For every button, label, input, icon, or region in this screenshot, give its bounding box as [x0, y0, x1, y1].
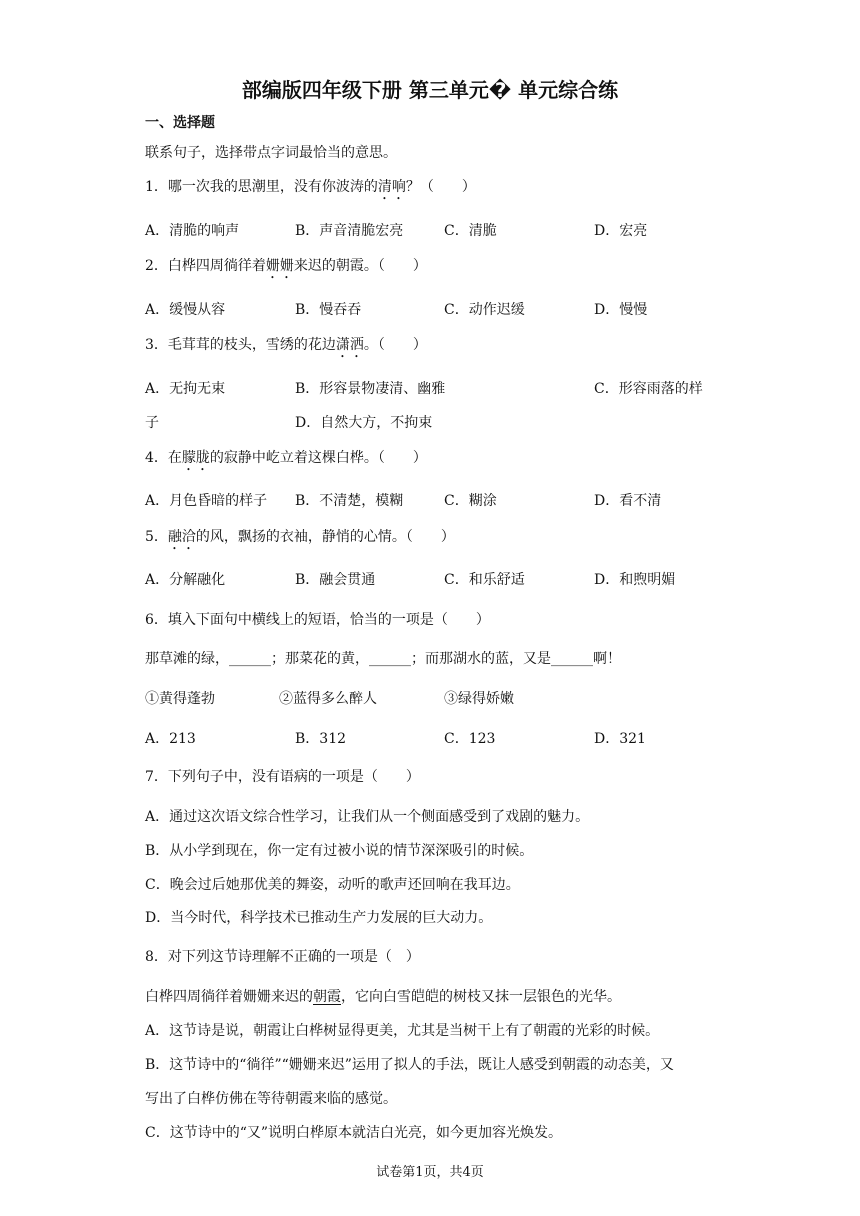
question-text: 5． [145, 529, 168, 545]
question-text-end: 的风，飘扬的衣袖，静悄的心情。（ ） [195, 529, 455, 545]
question-text: 1．哪一次我的思潮里，没有你波涛的 [145, 179, 378, 195]
q1-option-d[interactable]: D．宏亮 [594, 223, 648, 239]
instruction-text: 联系句子，选择带点字词最恰当的意思。 [145, 145, 397, 161]
q6-phrase-1: ①黄得蓬勃 [145, 691, 215, 707]
q1-option-c[interactable]: C．清脆 [444, 223, 497, 239]
q3-option-a[interactable]: A．无拘无束 [145, 381, 226, 397]
q4-option-b[interactable]: B．不清楚，模糊 [295, 493, 404, 509]
dotted-word: 融洽 [167, 529, 196, 545]
question-text-end: 来迟的朝霞。（ ） [293, 258, 427, 274]
q3-option-c[interactable]: C．形容雨落的样 [594, 381, 703, 397]
q7-option-b[interactable]: B．从小学到现在，你一定有过被小说的情节深深吸引的时候。 [145, 843, 534, 859]
q1-option-b[interactable]: B．声音清脆宏亮 [295, 223, 404, 239]
question-6: 6．填入下面句中横线上的短语，恰当的一项是（ ） [145, 612, 490, 628]
question-text-end: ？（ ） [405, 179, 476, 195]
q6-option-b[interactable]: B．312 [295, 731, 347, 747]
q2-option-a[interactable]: A．缓慢从容 [145, 302, 226, 318]
q7-option-d[interactable]: D．当今时代，科学技术已推动生产力发展的巨大动力。 [145, 910, 493, 926]
underlined-word: 朝霞 [313, 989, 341, 1005]
q5-option-c[interactable]: C．和乐舒适 [444, 572, 525, 588]
q8-poem [145, 986, 621, 1006]
q7-option-c[interactable]: C．晚会过后她那优美的舞姿，动听的歌声还回响在我耳边。 [145, 877, 520, 893]
q2-option-b[interactable]: B．慢吞吞 [295, 302, 362, 318]
question-1 [145, 176, 476, 203]
q3-option-c-wrap: 子 [145, 415, 159, 431]
section-heading: 一、选择题 [145, 115, 215, 131]
question-text-end: 的寂静中屹立着这棵白桦。（ ） [209, 450, 427, 466]
q8-option-c[interactable]: C．这节诗中的“又”说明白桦原本就洁白光亮，如今更加容光焕发。 [145, 1125, 563, 1141]
question-2 [145, 255, 427, 282]
question-3 [145, 334, 427, 361]
page-footer: 试卷第1页，共4页 [376, 1165, 484, 1180]
q2-option-d[interactable]: D．慢慢 [594, 302, 648, 318]
q4-option-d[interactable]: D．看不清 [594, 493, 662, 509]
dotted-word: 朦胧 [181, 450, 210, 466]
question-5 [145, 526, 455, 553]
q6-phrase-3: ③绿得娇嫩 [444, 691, 514, 707]
poem-text: 白桦四周徜徉着姗姗来迟的 [145, 989, 313, 1005]
dotted-word: 姗姗 [265, 258, 294, 274]
q8-option-a[interactable]: A．这节诗是说，朝霞让白桦树显得更美，尤其是当树干上有了朝霞的光彩的时候。 [145, 1023, 660, 1039]
page-title: 部编版四年级下册 第三单元� 单元综合练 [241, 78, 619, 102]
q6-option-c[interactable]: C．123 [444, 731, 496, 747]
question-text: 3．毛茸茸的枝头，雪绣的花边 [145, 337, 336, 353]
q5-option-a[interactable]: A．分解融化 [145, 572, 226, 588]
question-text: 4．在 [145, 450, 182, 466]
q1-option-a[interactable]: A．清脆的响声 [145, 223, 240, 239]
q8-option-b[interactable]: B．这节诗中的“徜徉”“姗姗来迟”运用了拟人的手法，既让人感受到朝霞的动态美，又 [145, 1057, 674, 1073]
question-8: 8．对下列这节诗理解不正确的一项是（ ） [145, 949, 420, 965]
question-4 [145, 447, 427, 474]
q4-option-c[interactable]: C．糊涂 [444, 493, 497, 509]
q6-phrase-2: ②蓝得多么醉人 [279, 691, 377, 707]
q2-option-c[interactable]: C．动作迟缓 [444, 302, 525, 318]
poem-text-end: ，它向白雪皑皑的树枝又抹一层银色的光华。 [341, 989, 621, 1005]
question-7: 7．下列句子中，没有语病的一项是（ ） [145, 769, 420, 785]
question-text-end: 。（ ） [363, 337, 427, 353]
q8-option-b-wrap: 写出了白桦仿佛在等待朝霞来临的感觉。 [145, 1091, 397, 1107]
q6-option-a[interactable]: A．213 [145, 731, 196, 747]
q7-option-a[interactable]: A．通过这次语文综合性学习，让我们从一个侧面感受到了戏剧的魅力。 [145, 809, 590, 825]
q3-option-b[interactable]: B．形容景物凄清、幽雅 [295, 381, 446, 397]
dotted-word: 潇洒 [335, 337, 364, 353]
q6-sentence: 那草滩的绿，______；那菜花的黄，______；而那湖水的蓝，又是______啊！ [145, 651, 621, 667]
q5-option-b[interactable]: B．融会贯通 [295, 572, 376, 588]
q4-option-a[interactable]: A．月色昏暗的样子 [145, 493, 268, 509]
question-text: 2．白桦四周徜徉着 [145, 258, 266, 274]
q6-option-d[interactable]: D．321 [594, 731, 646, 747]
q3-option-d[interactable]: D．自然大方，不拘束 [295, 415, 433, 431]
q5-option-d[interactable]: D．和煦明媚 [594, 572, 676, 588]
dotted-word: 清响 [377, 179, 406, 195]
